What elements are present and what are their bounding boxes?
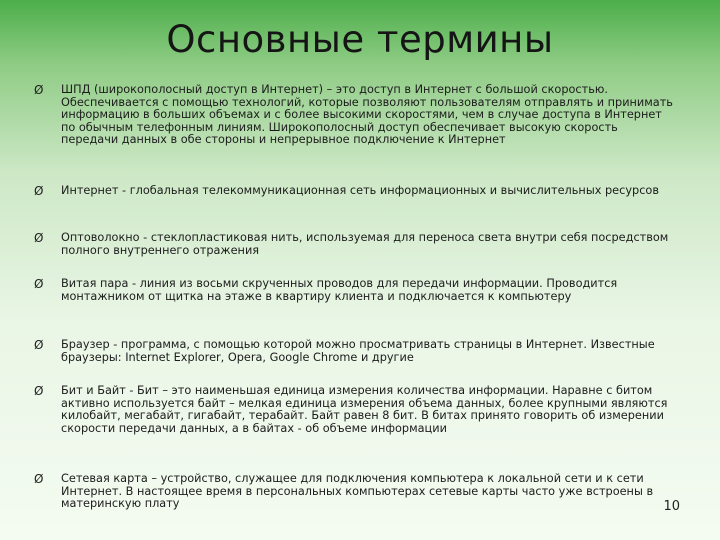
term-text: Сетевая карта – устройство, служащее для подключения компьютера к локальной сети и к сети Интернет. В настоящее время в персональных компьютерах сетевые карты часто уже встроены в материнскую плату — [61, 472, 654, 511]
arrow-bullet-icon: Ø — [34, 338, 44, 352]
term-text: ШПД (широкополосный доступ в Интернет) – это доступ в Интернет с большой скоростью. Обеспечивается с помощью технологий, которые позволяют пользователям отправлять и принимать информацию в больших объемах и с более высокими скоростями, чем в случае доступа в Интернет по обычным телефонным линиям. Широкополосный доступ обеспечивает высокую скорость передачи данных в обе стороны и непрерывное подключение к Интернет — [61, 83, 673, 147]
arrow-bullet-icon: Ø — [34, 231, 44, 245]
page-number: 10 — [663, 499, 680, 514]
term-item-shpd — [34, 84, 674, 147]
arrow-bullet-icon: Ø — [34, 184, 44, 198]
term-text: Бит и Байт - Бит – это наименьшая единица измерения количества информации. Наравне с битом активно используется байт – мелкая единица измерения объема данных, более крупными являются килобайт, мегабайт, гигабайт, терабайт. Байт равен 8 бит. В битах принято говорить об измерении скорости передачи данных, а в байтах - об объеме информации — [61, 384, 668, 435]
arrow-bullet-icon: Ø — [34, 384, 44, 398]
term-text: Оптоволокно - стеклопластиковая нить, используемая для переноса света внутри себя посредством полного внутреннего отражения — [61, 231, 669, 257]
slide-title: Основные термины — [166, 18, 554, 61]
term-item-network-card — [34, 473, 674, 511]
term-text: Витая пара - линия из восьми скрученных проводов для передачи информации. Проводится монтажником от щитка на этаже в квартиру клиента и подключается к компьютеру — [61, 277, 618, 303]
term-item-internet — [34, 185, 674, 198]
term-item-optical-fiber — [34, 232, 674, 257]
term-text: Браузер - программа, с помощью которой можно просматривать страницы в Интернет. Известные браузеры: Internet Explorer, Opera, Google Chrome и другие — [61, 338, 655, 364]
term-text: Интернет - глобальная телекоммуникационная сеть информационных и вычислительных ресурсов — [61, 184, 659, 197]
term-item-twisted-pair — [34, 278, 674, 303]
term-item-browser — [34, 339, 674, 364]
term-item-bit-byte — [34, 385, 674, 435]
arrow-bullet-icon: Ø — [34, 83, 44, 97]
arrow-bullet-icon: Ø — [34, 472, 44, 486]
arrow-bullet-icon: Ø — [34, 277, 44, 291]
